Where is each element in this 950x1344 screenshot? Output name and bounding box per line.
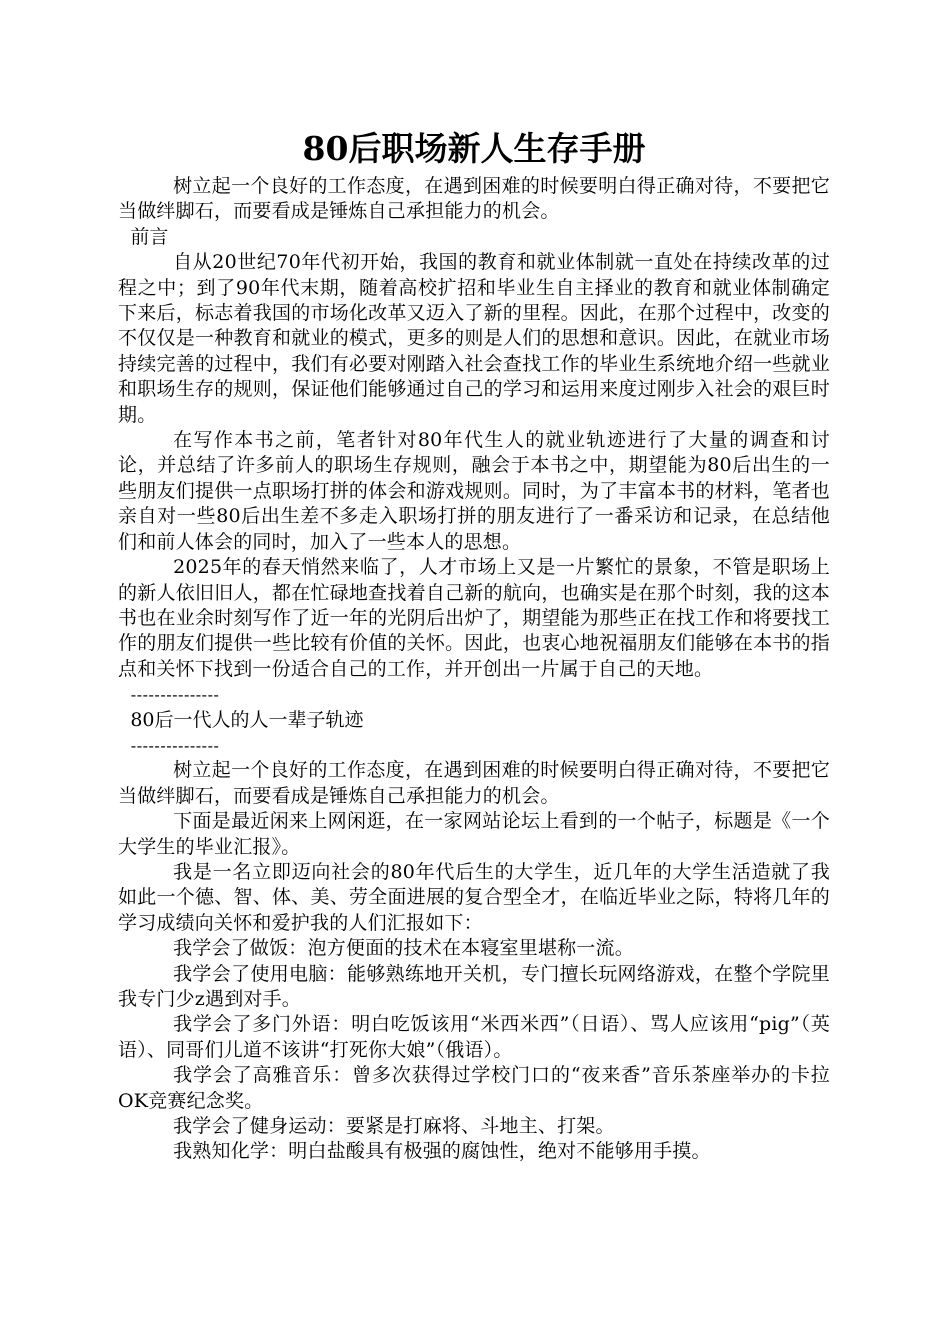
chapter-paragraph-6: 我学会了多门外语：明白吃饭该用“米西米西”（日语）、骂人应该用“pig”（英语）、同哥们儿道不该讲“打死你大娘”（俄语）。 [118,1013,830,1061]
preface-paragraph-2: 在写作本书之前，笔者针对80年代生人的就业轨迹进行了大量的调查和讨论，并总结了许多前人的职场生存规则，融会于本书之中，期望能为80后出生的一些朋友们提供一点职场打拼的体会和游戏规则。同时，为了丰富本书的材料，笔者也亲自对一些80后出生差不多走入职场打拼的朋友进行了一番采访和记录，在总结他们和前人体会的同时，加入了一些本人的思想。 [118,429,830,553]
separator-bottom: --------------- [130,735,220,755]
separator-top: --------------- [130,685,220,705]
chapter-paragraph-1: 树立起一个良好的工作态度，在遇到困难的时候要明白得正确对待，不要把它当做绊脚石，而要看成是锤炼自己承担能力的机会。 [118,759,830,807]
chapter-paragraph-5: 我学会了使用电脑：能够熟练地开关机，专门擅长玩网络游戏，在整个学院里我专门少z遇到对手。 [118,962,830,1010]
chapter-heading: 80后一代人的人一辈子轨迹 [130,708,364,731]
document-title: 80后职场新人生存手册 [302,129,646,168]
chapter-paragraph-7: 我学会了高雅音乐：曾多次获得过学校门口的“夜来香”音乐茶座举办的卡拉OK竞赛纪念奖。 [118,1064,830,1112]
document-page [118,124,830,1165]
preface-paragraph-1: 自从20世纪70年代初开始，我国的教育和就业体制就一直处在持续改革的过程之中；到了90年代末期，随着高校扩招和毕业生自主择业的教育和就业体制确定下来后，标志着我国的市场化改革又迈入了新的里程。因此，在那个过程中，改变的不仅仅是一种教育和就业的模式，更多的则是人们的思想和意识。因此，在就业市场持续完善的过程中，我们有必要对刚踏入社会查找工作的毕业生系统地介绍一些就业和职场生存的规则，保证他们能够通过自己的学习和运用来度过刚步入社会的艰巨时期。 [118,251,830,426]
chapter-paragraph-3: 我是一名立即迈向社会的80年代后生的大学生，近几年的大学生活造就了我如此一个德、智、体、美、劳全面进展的复合型全才，在临近毕业之际，特将几年的学习成绩向关怀和爱护我的人们汇报如下： [118,860,830,934]
chapter-paragraph-9: 我熟知化学：明白盐酸具有极强的腐蚀性，绝对不能够用手摸。 [173,1140,711,1163]
chapter-paragraph-8: 我学会了健身运动：要紧是打麻将、斗地主、打架。 [173,1115,615,1138]
preface-heading: 前言 [130,225,169,248]
chapter-paragraph-4: 我学会了做饭：泡方便面的技术在本寝室里堪称一流。 [173,937,634,960]
preface-paragraph-3: 2025年的春天悄然来临了，人才市场上又是一片繁忙的景象，不管是职场上的新人依旧旧人，都在忙碌地查找着自己新的航向，也确实是在那个时刻，我的这本书也在业余时刻写作了近一年的光阴后出炉了，期望能为那些正在找工作和将要找工作的朋友们提供一些比较有价值的关怀。因此，也衷心地祝福朋友们能够在本书的指点和关怀下找到一份适合自己的工作，并开创出一片属于自己的天地。 [118,556,830,680]
intro-paragraph: 树立起一个良好的工作态度，在遇到困难的时候要明白得正确对待，不要把它当做绊脚石，而要看成是锤炼自己承担能力的机会。 [118,175,830,223]
chapter-paragraph-2: 下面是最近闲来上网闲逛，在一家网站论坛上看到的一个帖子，标题是《一个大学生的毕业汇报》。 [118,810,830,858]
